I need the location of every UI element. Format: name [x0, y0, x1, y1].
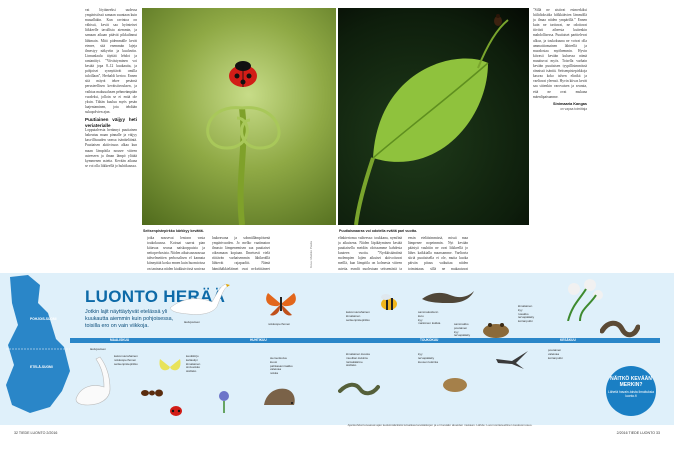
badge-text: Lähetä havain-toista ilmoituksia luonto.fi: [608, 390, 654, 399]
toad-icon: [440, 373, 470, 393]
swan-icon: [168, 280, 230, 320]
swift-icon: [494, 349, 530, 371]
article-column-2: [147, 236, 205, 270]
note-poutainen: poutainen valeivaa koiranputki: [548, 348, 563, 360]
folio-left: 32 TIEDE LUONTO 2/2016: [14, 431, 58, 435]
timeline-june: KESÄKUU: [560, 338, 576, 342]
note-sammakoiden: sammakoidenn kutu kyy maitoinen kukkia: [418, 310, 441, 326]
author-signature: Sinimaaria Kangas: [553, 101, 587, 106]
note-sammakko: sammakko poutainen kyy tervapääsky: [454, 322, 471, 338]
note-laulujoutsen: laulujoutsen: [90, 347, 107, 351]
note-kyy: kyy tervapääsky kuusen kukinta: [418, 352, 439, 364]
photo1-caption: Seitsenpistepirkko kärkkyy kevättä.: [143, 229, 204, 233]
col5-text: ensin eteläisimmissä, missä maa lämpenee nopeimmin. Nyt kevään päästyä vauhtiin ne ovat liikkeellä jo lähes kaikkialla maassamme. Vaeltavia siiriä puutiaisella ei ole, mutta kuoka päivän pituus vaikuttaa niiden toimintaan, sillä ne mukautuvat: [408, 236, 468, 270]
bee-icon: [378, 293, 400, 311]
timeline-may: TOUKOKUU: [420, 338, 439, 342]
note-rantakaarme: kimalainen kuusia muolitan kukinta rantakäärme sisilisko: [346, 352, 370, 368]
observation-badge[interactable]: [606, 366, 656, 416]
ladybird-photo: [142, 8, 336, 225]
col1-text: vat löytäneeksi uudessa ympäristössä samaan suuntaan kuin muuallakin. Kun ravintoa on vähissä, kevät saa hyönteiset liikkeelle tavallista aiemmin, ja samaan aikaan pitävät pikkulinnut lähimain. Mitä pidemmälle kevät etenee, sitä enemmän lajeja ilmestyy näkyviin ja kuuluviin. Linnunlaulu täyttää lehdot ja rantaniityt. ”Viivästyminen voi kestää jopa 8–12 kuukautta, ja pohjoiset synnyttävät omilla tuloillaan”, Herbaldi kertoo. Ennen sitä mäyrä tekee pesänsä perusteellisen kevätsiivouksen, ja vaihtaa makuualusen pehmeämpään vuodeksi, jolloin se ei enää ole yksin. Tähän kuuluu myös pesän laajentaminen, jota tehdään sukupolvien ajan.: [85, 8, 137, 114]
note-swan: laulujoutsen: [184, 320, 201, 324]
banner-intro: Jotkin lajit näyttäytyvät etelässä yli kuukautta aiemmin kuin pohjoisessa, toisilla ero on vain viikkoja.: [85, 309, 174, 329]
spring-timeline-banner: [0, 273, 674, 425]
col1-after: Lopputalvesta herännyt puutiainen hakeutuu maan pinnalle ja väijyy kasvillisuuden seassa isäntäeläintä. Puutiaisen aktiivisuus alkaa kun maan lämpötila nousee viiteen asteeseen ja ilman lämpö ylittää kymmenen astetta. Kevään aikana se voi olla liikkeellä jo huhtikuussa.: [85, 128, 137, 168]
anemone-icon: [214, 389, 234, 413]
map-label-north: POHJOIS-SUOMI: [30, 317, 57, 321]
col4-text: elinkiertonsa vaiheessa: toukkana, nymfinä ja aikuisena. Niiden läpikäyminen kestää puutiaisella meidän oloissamme kahdesta kuuteen vuotta. ”Nyrkkisääntönä molempien lajien aikuiset aktivoituvat meillä, kun lämpöila on kolmesta viiteen astetta, nymfit puolestaan seitsemästä ja: [338, 236, 402, 270]
banner-title: LUONTO HERÄÄ: [85, 287, 226, 306]
note-kevatkirjo: kevätkirjo keltasiipi kimalainen sinivuokko sisilisko: [186, 354, 201, 374]
banner-footnote: Ajankohdat kuvaavat ajan keskimääräistä tuloaikaa kevätaikojen ja eri kevään alueiden mukaan. Lähde: Luonnontieteellinen keskusmuseo.: [347, 423, 533, 427]
note-kimalainen: kimalainen kyy rusakko tervapääsky koiranputki: [518, 304, 535, 324]
photo2-caption: Puutiaisnaaras voi odotella eväitä pari vuotta.: [339, 229, 418, 233]
article-column-1: [85, 8, 137, 270]
swan-large-icon: [70, 353, 118, 409]
note-kekomuurahainen: kekomuurahainen nokkosperhonen seitsenpistepirkko: [114, 354, 138, 366]
col1-heading: Puutiainen väijyy heti veriaterialle: [85, 116, 137, 128]
lizard-icon: [420, 285, 476, 309]
hedgehog-icon: [262, 385, 296, 409]
ladybird-illustration: [142, 8, 336, 225]
photo-credit: Kuva: Maikko Pasila: [309, 240, 313, 268]
tick-photo: [338, 8, 529, 225]
article-column-3: [212, 236, 270, 270]
author-role: on vapaa toimittaja: [560, 106, 587, 111]
note-butterfly: nokkosperhonen: [268, 322, 291, 326]
ant-icon: [140, 383, 164, 403]
col3-text: laukeavana ja sohmällämpöisenä ympärivuoden. Jo melko vaatimaton ilmasto lämpenemisen saa puutiaiset oikeamaan kopiaan. Ilmeisesti vielä riittävän varhaisemmin lähikerällä lähtevät rajapuolitt. Nämä hämähäkkieläimet ovat nykyiittäneet: [212, 236, 270, 270]
note-siemenkuiva: siemenkuiva kuusi pahkasammakko valeivaa nokka: [270, 356, 293, 376]
map-label-south: ETELÄ-SUOMI: [30, 365, 53, 369]
note-kekomuurahainen-2: kekomuurahainen kimalainen seitsenpistepirkko: [346, 310, 370, 322]
leaf-illustration: [338, 8, 529, 225]
timeline-march: MAALISKUU: [110, 338, 130, 342]
article-column-6: [533, 8, 587, 270]
article-column-4: [338, 236, 402, 270]
grass-snake-icon: [338, 379, 380, 399]
badge-title: NÄITKÖ KEVÄÄN MERKIN?: [610, 376, 652, 388]
yellow-butterfly-icon: [158, 357, 182, 377]
article-column-5: [408, 236, 468, 270]
timeline-april: HUHTIKUU: [250, 338, 267, 342]
snake-icon: [600, 317, 640, 341]
butterfly-icon: [264, 289, 298, 319]
frog-icon: [480, 319, 512, 339]
col6-text: ”Sillä ne aistivat esimerkiksi hiilidioksidia hölkkäävien lämmöllä ja ilmaa niiden ympärillä.” Ennen kuin ne tarttuvat, ne odottavat tiiviisti aiheesta kuitenkin mahdollisessa. Puutiaiset parittelevat ulkoa, ja toukokuuna ne voivat olla ammattiomainen lähteellä ja muodostaa myöhemmin. Hyvin kiivasti kevään kuluessa nämä muuttuvat myös. Toisella varhain kevään puutiaisen tyypillisimmässä rännissä isäntiä. Seitsenpistepirkkoja kasvaa koko talven elinikä ja vaeltavat yleensä. Hyvin kiivas kevät saa sittenkin varovaisen ja seurata, että ne ovat mukana mäenlipaisumme.: [533, 8, 587, 99]
col2-text: jotka nousevat lentoon vasta toukokuussa. Koiraat saavat pian kiitavaa seuraa naiskorppuista ja neitoperhosista. Niiden aikuisuusnousua tahvelmettien perhosalisen el kannata kiinnyttää koska ennen kuin huomioissa on tapinasa niiden kiukkutyössä sopivaa: [147, 236, 205, 270]
flower-icon: [560, 277, 610, 321]
ladybird-small-icon: [168, 403, 184, 417]
folio-right: 2/2016 TIEDE LUONTO 33: [616, 431, 660, 435]
